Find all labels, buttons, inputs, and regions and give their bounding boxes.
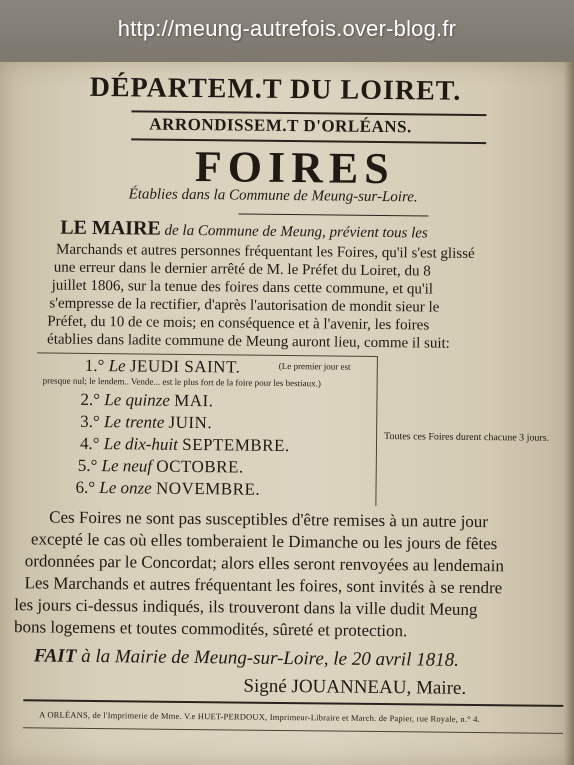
fair-day: Le quinze bbox=[104, 390, 171, 410]
printer-imprint: A ORLÉANS, de l'Imprimerie de Mme. V.e HUET-PERDOUX, Imprimeur-Libraire et March. de Papier, rue Royale, n.° 4. bbox=[39, 709, 480, 725]
fair-row bbox=[80, 412, 212, 433]
signed-by: Signé JOUANNEAU, Maire. bbox=[243, 675, 467, 699]
table-rule bbox=[375, 356, 378, 506]
intro-line: juillet 1806, sur la tenue des foires dans cette commune, et qu'il bbox=[51, 277, 434, 298]
body-line: Ces Foires ne sont pas susceptibles d'être remises à un autre jour bbox=[49, 507, 489, 532]
fair-date: JEUDI SAINT. bbox=[129, 356, 241, 377]
body-line: Les Marchands et autres fréquentant les foires, sont invités à se rendre bbox=[24, 573, 503, 598]
fair-row bbox=[78, 456, 244, 478]
fair-number: 2.° bbox=[80, 389, 101, 410]
fair-number: 6.° bbox=[75, 477, 96, 498]
watermark-url: http://meung-autrefois.over-blog.fr bbox=[117, 16, 457, 41]
intro-line: Préfet, du 10 de ce mois; en conséquence et à l'avenir, les foires bbox=[47, 313, 430, 334]
divider bbox=[238, 213, 428, 216]
fair-row bbox=[75, 478, 260, 500]
intro-line: établies dans ladite commune de Meung auront lieu, comme il suit: bbox=[46, 331, 450, 352]
fair-date: SEPTEMBRE. bbox=[182, 434, 290, 456]
footer-rule bbox=[23, 727, 563, 734]
intro-line: une erreur dans le dernier arrêté de M. le Préfet du Loiret, du 8 bbox=[53, 259, 431, 280]
fair-day: Le trente bbox=[103, 412, 165, 432]
fair-number: 4.° bbox=[79, 433, 100, 454]
department-heading: DÉPARTEM.T DU LOIRET. bbox=[89, 71, 462, 107]
signature-line bbox=[34, 645, 459, 671]
body-line: excepté le cas où elles tomberaient le Dimanche ou les jours de fêtes bbox=[30, 529, 498, 554]
fair-date: MAI. bbox=[174, 390, 214, 411]
arrondissement-heading: ARRONDISSEM.T D'ORLÉANS. bbox=[149, 114, 412, 137]
body-line: les jours ci-dessus indiqués, ils trouveront dans la ville dudit Meung bbox=[14, 595, 478, 620]
intro-line: Marchands et autres personnes fréquentant les Foires, qu'il s'est glissé bbox=[55, 241, 475, 262]
duration-note: Toutes ces Foires durent chacune 3 jours. bbox=[384, 431, 550, 444]
intro-lead: LE MAIRE bbox=[60, 216, 161, 240]
fair-row bbox=[85, 356, 241, 378]
footer-rule bbox=[23, 699, 563, 707]
fair-day: Le dix-huit bbox=[103, 434, 179, 454]
page-edge-shadow bbox=[564, 62, 574, 765]
fair-date: NOVEMBRE. bbox=[155, 478, 261, 499]
fair-day: Le onze bbox=[99, 478, 152, 498]
poster-title: FOIRES bbox=[194, 142, 395, 194]
intro-line-1 bbox=[60, 216, 428, 243]
fair-day: Le neuf bbox=[101, 456, 153, 476]
intro-lead-rest: de la Commune de Meung, prévient tous les bbox=[164, 222, 428, 242]
fair-date: JUIN. bbox=[168, 412, 213, 433]
fair-note: (Le premier jour est bbox=[278, 360, 351, 372]
fair-note-2: presque nul; le lendem.. Vende... est le plus fort de la foire pour les bestiaux.) bbox=[42, 375, 321, 389]
fair-row bbox=[80, 434, 290, 456]
intro-line: s'empresse de la rectifier, d'après l'autorisation de mondit sieur le bbox=[49, 295, 440, 316]
fait-rest: à la Mairie de Meung-sur-Loire, le 20 avril 1818. bbox=[81, 645, 460, 671]
poster bbox=[0, 62, 574, 765]
fair-date: OCTOBRE. bbox=[156, 456, 244, 477]
poster-subtitle: Établies dans la Commune de Meung-sur-Loire. bbox=[128, 186, 418, 206]
poster-sheet bbox=[0, 62, 574, 765]
fait-word: FAIT bbox=[33, 645, 77, 667]
fair-day: Le bbox=[108, 356, 126, 376]
body-line: ordonnées par le Concordat; alors elles seront renvoyées au lendemain bbox=[24, 551, 504, 576]
fair-number: 1.° bbox=[84, 355, 105, 376]
body-line: bons logemens et toutes commodités, sûreté et protection. bbox=[13, 617, 408, 641]
fair-number: 3.° bbox=[80, 411, 100, 432]
fair-number: 5.° bbox=[77, 455, 98, 476]
fair-row bbox=[80, 390, 213, 411]
